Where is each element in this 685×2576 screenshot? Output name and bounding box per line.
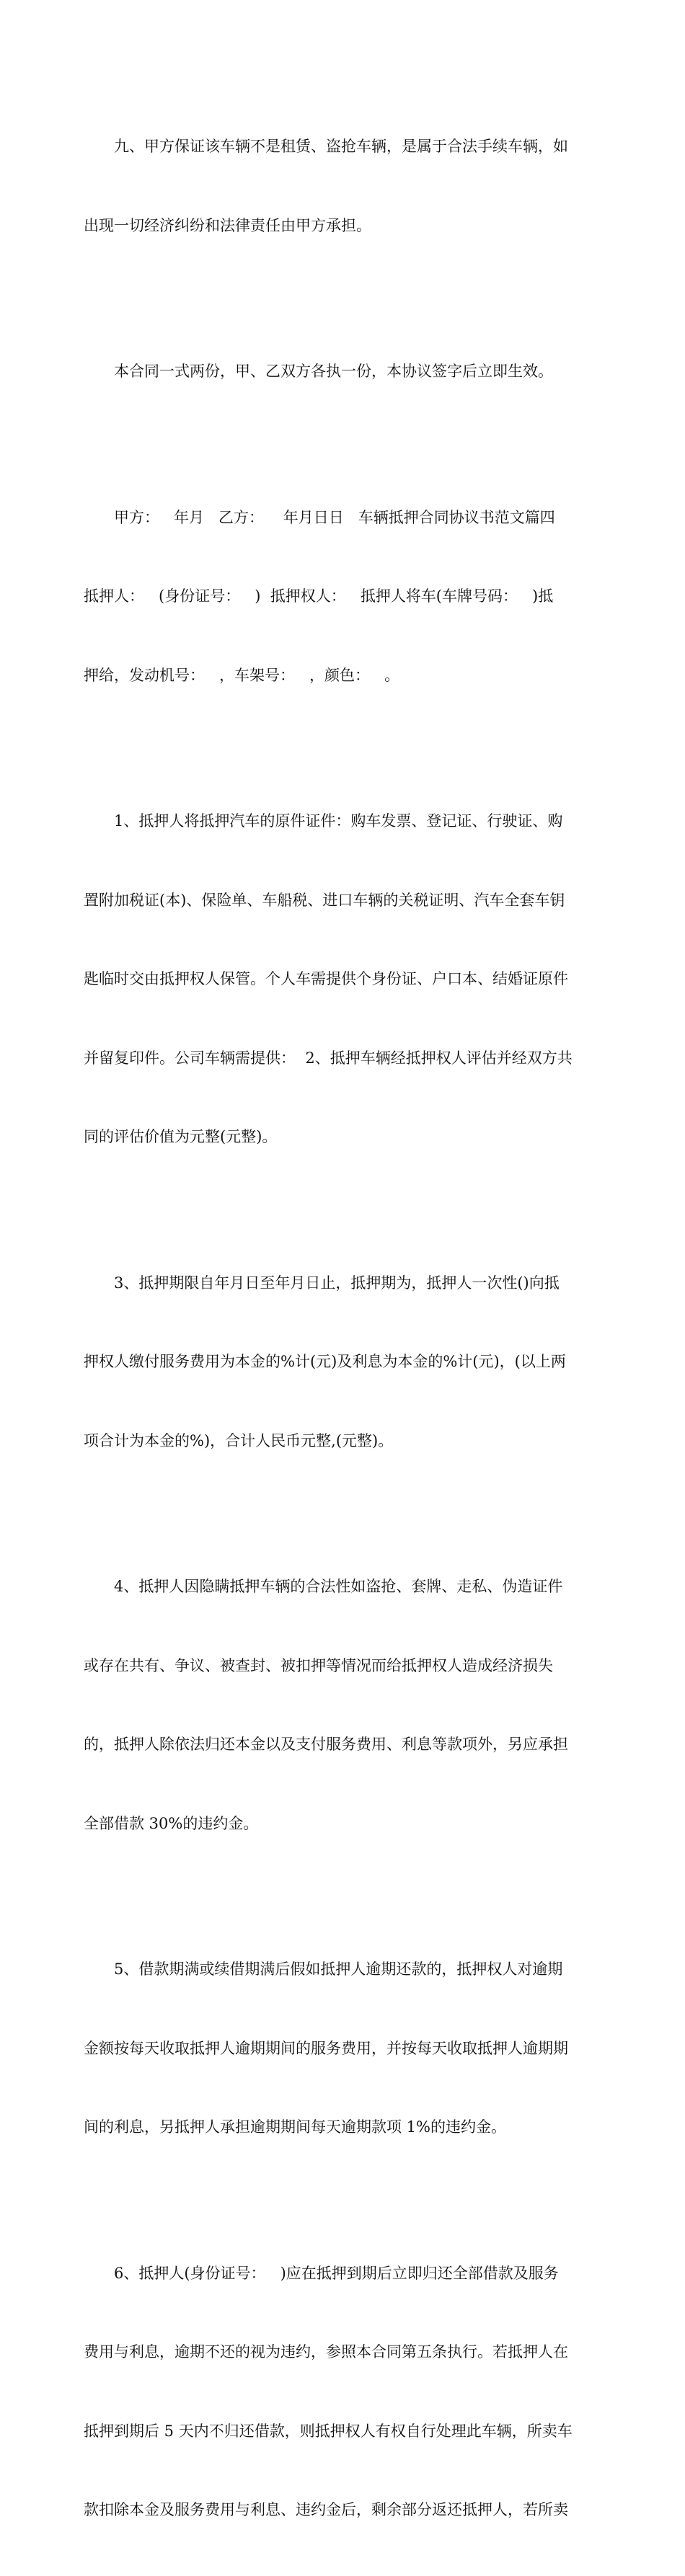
text-line: 或存在共有、争议、被查封、被扣押等情况而给抵押权人造成经济损失 bbox=[84, 1656, 553, 1674]
paragraph-copies bbox=[84, 306, 600, 438]
text-line: 抵押人： (身份证号： ) 抵押权人： 抵押人将车(车牌号码： )抵 bbox=[84, 587, 554, 605]
text-line: 置附加税证(本)、保险单、车船税、进口车辆的关税证明、汽车全套车钥 bbox=[84, 891, 565, 909]
text-line: 1、抵押人将抵押汽车的原件证件：购车发票、登记证、行驶证、购 bbox=[114, 812, 563, 830]
text-line: 5、借款期满或续借期满后假如抵押人逾期还款的，抵押权人对逾期 bbox=[114, 1960, 563, 1978]
paragraph-parties bbox=[84, 452, 600, 742]
text-line: 全部借款 30%的违约金。 bbox=[84, 1814, 259, 1832]
text-line: 匙临时交由抵押权人保管。个人车需提供个身份证、户口本、结婚证原件 bbox=[84, 970, 568, 987]
text-line: 本合同一式两份，甲、乙双方各执一份，本协议签字后立即生效。 bbox=[114, 363, 553, 380]
text-line: 间的利息，另抵押人承担逾期期间每天逾期款项 1%的违约金。 bbox=[84, 2118, 506, 2136]
text-line: 押权人缴付服务费用为本金的%计(元)及利息为本金的%计(元)，(以上两 bbox=[84, 1353, 566, 1370]
text-line: 款扣除本金及服务费用与利息、违约金后，剩余部分返还抵押人，若所卖 bbox=[84, 2501, 568, 2518]
text-line: 金额按每天收取抵押人逾期期间的服务费用，并按每天收取抵押人逾期期 bbox=[84, 2039, 568, 2057]
text-line: 抵押到期后 5 天内不归还借款，则抵押权人有权自行处理此车辆，所卖车 bbox=[84, 2422, 573, 2440]
paragraph-clause-6 bbox=[84, 2208, 600, 2576]
text-line: 项合计为本金的%)，合计人民币元整,(元整)。 bbox=[84, 1431, 394, 1449]
text-line: 甲方： 年月 乙方： 年月日日 车辆抵押合同协议书范文篇四 bbox=[114, 508, 555, 526]
text-line: 并留复印件。公司车辆需提供： 2、抵押车辆经抵押权人评估并经双方共 bbox=[84, 1049, 573, 1067]
document-body bbox=[84, 81, 600, 2576]
paragraph-clause-3 bbox=[84, 1217, 600, 1507]
paragraph-clause-5 bbox=[84, 1904, 600, 2193]
text-line: 6、抵押人(身份证号： )应在抵押到期后立即归还全部借款及服务 bbox=[114, 2264, 559, 2282]
text-line: 九、甲方保证该车辆不是租赁、盗抢车辆，是属于合法手续车辆，如 bbox=[114, 138, 568, 155]
text-line: 同的评估价值为元整(元整)。 bbox=[84, 1128, 278, 1145]
text-line: 的，抵押人除依法归还本金以及支付服务费用、利息等款项外，另应承担 bbox=[84, 1736, 568, 1753]
text-line: 出现一切经济纠纷和法律责任由甲方承担。 bbox=[84, 216, 371, 234]
text-line: 3、抵押期限自年月日至年月日止，抵押期为，抵押人一次性()向抵 bbox=[114, 1274, 560, 1292]
paragraph-clause-4 bbox=[84, 1521, 600, 1889]
paragraph-clause-1 bbox=[84, 755, 600, 1203]
paragraph-guarantee bbox=[84, 81, 600, 291]
text-line: 押给，发动机号： ，车架号： ，颜色： 。 bbox=[84, 666, 400, 684]
text-line: 费用与利息，逾期不还的视为违约，参照本合同第五条执行。若抵押人在 bbox=[84, 2343, 568, 2360]
text-line: 4、抵押人因隐瞒抵押车辆的合法性如盗抢、套牌、走私、伪造证件 bbox=[114, 1578, 563, 1595]
